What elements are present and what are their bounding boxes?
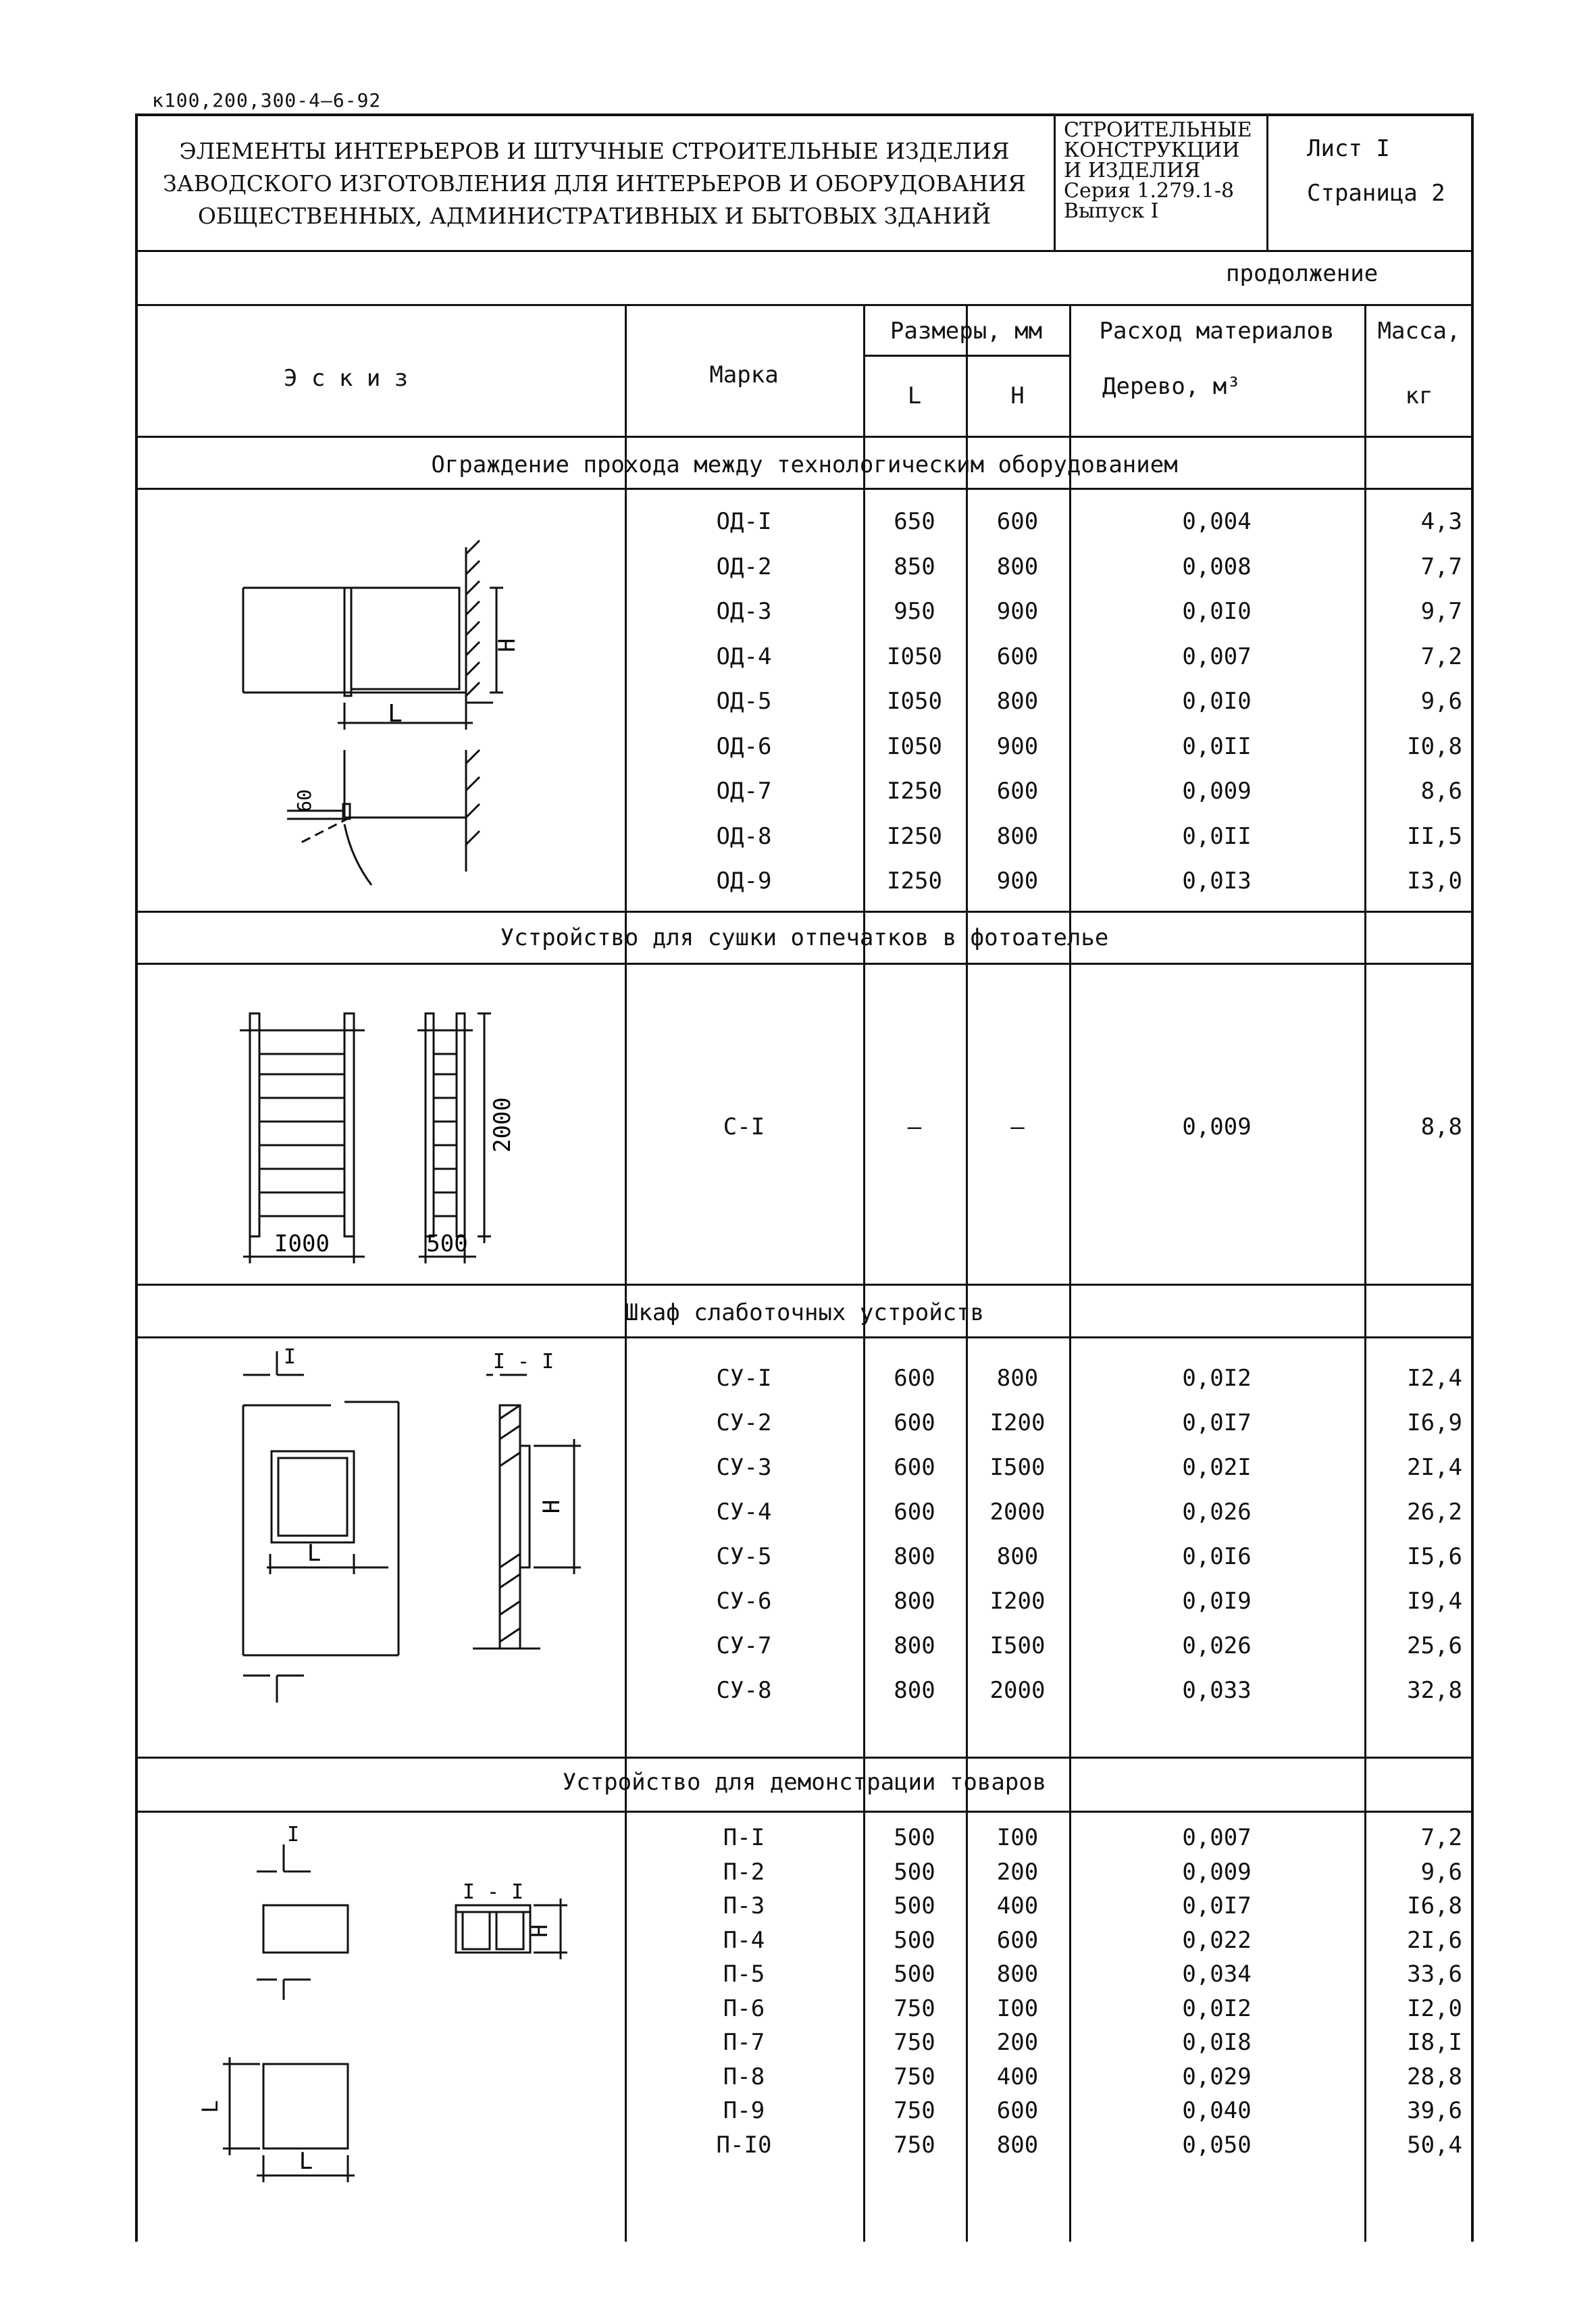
cell-mass: 2I,4 — [1407, 1454, 1462, 1481]
cell-mass: 2I,6 — [1407, 1926, 1462, 1954]
document-title — [155, 135, 1033, 232]
cell-mass: 7,2 — [1420, 643, 1462, 670]
cell-mark: ОД-I — [716, 508, 772, 535]
cell-mark: СУ-4 — [716, 1499, 772, 1526]
cell-mass: 8,8 — [1420, 1113, 1462, 1140]
cell-mass: 9,6 — [1420, 1858, 1462, 1886]
section-line — [135, 963, 1474, 965]
cell-wood: 0,0I9 — [1182, 1588, 1252, 1615]
cell-H: 200 — [996, 1858, 1039, 1886]
cell-wood: 0,040 — [1182, 2097, 1252, 2124]
cell-mark: П-7 — [723, 2029, 765, 2056]
dim-L-bottom: L — [299, 2148, 313, 2175]
dim-500: 500 — [426, 1230, 468, 1257]
dim-H: H — [494, 638, 521, 653]
cell-H: 800 — [996, 822, 1039, 850]
cell-wood: 0,026 — [1182, 1499, 1252, 1526]
section-line — [135, 1336, 1474, 1338]
cell-L: 500 — [894, 1961, 935, 1988]
cell-H: I200 — [989, 1588, 1046, 1615]
section-line — [135, 488, 1474, 490]
series-line-2: КОНСТРУКЦИИ — [1064, 139, 1240, 162]
dim-L-side: L — [197, 2100, 223, 2113]
cell-mass: 9,7 — [1420, 598, 1462, 625]
display-device-sketch — [197, 1823, 594, 2203]
cell-L: 500 — [894, 1824, 935, 1851]
cell-wood: 0,0I6 — [1182, 1543, 1252, 1570]
cell-L: 800 — [894, 1543, 935, 1570]
section-line — [135, 1757, 1474, 1759]
cell-mark: П-6 — [723, 1994, 765, 2022]
dim-1000: I000 — [274, 1230, 330, 1257]
cell-H: I00 — [996, 1994, 1039, 2022]
col-H: H — [1010, 382, 1025, 409]
cell-wood: 0,0II — [1182, 732, 1252, 760]
page-number: Страница 2 — [1307, 180, 1445, 207]
cell-mass: II,5 — [1407, 822, 1462, 850]
continuation-label: продолжение — [1226, 260, 1379, 287]
cell-L: 650 — [894, 508, 935, 535]
cell-wood: 0,008 — [1182, 553, 1252, 580]
drying-rack-sketch — [230, 1000, 540, 1270]
col-sizes: Размеры, мм — [890, 318, 1043, 345]
col-mass: Масса, — [1377, 318, 1461, 345]
cell-L: 600 — [894, 1499, 935, 1526]
header-divider-2 — [1266, 114, 1268, 250]
cell-mass: 50,4 — [1407, 2131, 1462, 2159]
cell-L: 750 — [894, 2029, 935, 2056]
cell-L: 750 — [894, 2063, 935, 2090]
document-code: к100,200,300-4—6-92 — [152, 89, 382, 111]
cell-H: 900 — [996, 732, 1039, 760]
cell-H: 600 — [996, 778, 1039, 805]
cell-mass: 39,6 — [1407, 2097, 1462, 2124]
header-line — [135, 436, 1474, 438]
cell-mass: I0,8 — [1407, 732, 1462, 760]
section-title: Шкаф слаботочных устройств — [624, 1299, 985, 1326]
cell-H: 2000 — [989, 1677, 1046, 1704]
series-line-3: И ИЗДЕЛИЯ — [1064, 159, 1201, 182]
cell-L: 600 — [894, 1365, 935, 1392]
cell-wood: 0,009 — [1182, 778, 1252, 805]
header-divider-1 — [1054, 114, 1056, 250]
cell-wood: 0,0I7 — [1182, 1409, 1252, 1436]
cell-mark: СУ-3 — [716, 1454, 772, 1481]
cell-mass: 7,2 — [1420, 1824, 1462, 1851]
cell-L: I250 — [887, 778, 942, 805]
cell-mass: 33,6 — [1407, 1961, 1462, 1988]
cell-wood: 0,007 — [1182, 1824, 1252, 1851]
title-line-3: ОБЩЕСТВЕННЫХ, АДМИНИСТРАТИВНЫХ И БЫТОВЫХ ЗДАНИЙ — [197, 203, 992, 229]
cell-mark: П-8 — [723, 2063, 765, 2090]
cell-mass: 4,3 — [1420, 508, 1462, 535]
cell-wood: 0,0I0 — [1182, 598, 1252, 625]
col-mark: Марка — [709, 361, 779, 388]
cell-mark: СУ-6 — [716, 1588, 772, 1615]
cell-wood: 0,0I2 — [1182, 1994, 1252, 2022]
col-materials: Расход материалов — [1099, 318, 1335, 345]
cell-L: 800 — [894, 1632, 935, 1659]
cell-wood: 0,007 — [1182, 643, 1252, 670]
barrier-sketch — [223, 534, 534, 892]
cell-mark: П-9 — [723, 2097, 765, 2124]
cell-H: — — [1010, 1113, 1025, 1140]
continuation-line — [135, 304, 1474, 306]
cell-mark: П-5 — [723, 1961, 765, 1988]
cell-H: 800 — [996, 1961, 1039, 1988]
cell-wood: 0,0I2 — [1182, 1365, 1252, 1392]
cell-L: I050 — [887, 643, 942, 670]
sheet-number: Лист I — [1307, 135, 1390, 162]
cell-L: 500 — [894, 1926, 935, 1954]
cell-L: I250 — [887, 867, 942, 895]
title-line-1: ЭЛЕМЕНТЫ ИНТЕРЬЕРОВ И ШТУЧНЫЕ СТРОИТЕЛЬНЫЕ ИЗДЕЛИЯ — [179, 138, 1010, 164]
cell-L: I050 — [887, 688, 942, 715]
cell-wood: 0,0II — [1182, 822, 1252, 850]
cell-wood: 0,004 — [1182, 508, 1252, 535]
cell-L: 850 — [894, 553, 935, 580]
cell-mark: СУ-8 — [716, 1677, 772, 1704]
cell-H: 800 — [996, 1365, 1039, 1392]
cell-H: I200 — [989, 1409, 1046, 1436]
cell-L: 750 — [894, 2097, 935, 2124]
cell-H: 200 — [996, 2029, 1039, 2056]
section-cut-label: I - I — [462, 1880, 524, 1904]
cell-H: 800 — [996, 688, 1039, 715]
cell-L: 800 — [894, 1677, 935, 1704]
cell-L: 600 — [894, 1409, 935, 1436]
section-title: Устройство для демонстрации товаров — [562, 1769, 1047, 1796]
series-line-1: СТРОИТЕЛЬНЫЕ — [1064, 118, 1252, 142]
cell-wood: 0,009 — [1182, 1858, 1252, 1886]
cell-mark: ОД-4 — [716, 643, 772, 670]
title-line-2: ЗАВОДСКОГО ИЗГОТОВЛЕНИЯ ДЛЯ ИНТЕРЬЕРОВ И ОБОРУДОВАНИЯ — [163, 170, 1026, 197]
dim-60: 60 — [293, 789, 315, 812]
col-wood: Дерево, м³ — [1102, 373, 1241, 400]
col-sketch: Э с к и з — [284, 365, 409, 392]
series-line-4: Серия 1.279.1-8 — [1064, 179, 1235, 203]
cell-wood: 0,0I0 — [1182, 688, 1252, 715]
cell-mark: ОД-7 — [716, 778, 772, 805]
cell-L: 600 — [894, 1454, 935, 1481]
cell-mass: 32,8 — [1407, 1677, 1462, 1704]
cell-L: I250 — [887, 822, 942, 850]
cell-H: 800 — [996, 2131, 1039, 2159]
cell-mark: ОД-2 — [716, 553, 772, 580]
dim-L: L — [307, 1540, 321, 1567]
section-title: Устройство для сушки отпечатков в фотоателье — [500, 924, 1109, 951]
section-line — [135, 911, 1474, 913]
cell-mark: П-2 — [723, 1858, 765, 1886]
cell-mass: I8,I — [1407, 2029, 1462, 2056]
cell-mark: П-4 — [723, 1926, 765, 1954]
cell-mass: I3,0 — [1407, 867, 1462, 895]
series-line-5: Выпуск I — [1064, 199, 1159, 223]
cell-mass: 9,6 — [1420, 688, 1462, 715]
cut-mark: I — [287, 1823, 300, 1846]
cell-L: 950 — [894, 598, 935, 625]
cell-mass: 25,6 — [1407, 1632, 1462, 1659]
cell-mass: I9,4 — [1407, 1588, 1462, 1615]
section-line — [135, 1811, 1474, 1813]
cell-L: 750 — [894, 2131, 935, 2159]
cell-mark: СУ-7 — [716, 1632, 772, 1659]
cell-mark: СУ-I — [716, 1365, 772, 1392]
cell-L: 750 — [894, 1994, 935, 2022]
cell-mark: П-I — [723, 1824, 765, 1851]
cell-mass: 8,6 — [1420, 778, 1462, 805]
cell-mark: ОД-9 — [716, 867, 772, 895]
cell-wood: 0,0I7 — [1182, 1892, 1252, 1919]
cell-mass: I6,9 — [1407, 1409, 1462, 1436]
dim-L: L — [388, 700, 403, 728]
cell-H: 900 — [996, 598, 1039, 625]
cell-H: 800 — [996, 1543, 1039, 1570]
cell-H: 600 — [996, 643, 1039, 670]
col-mass-unit: кг — [1405, 382, 1433, 409]
cell-wood: 0,026 — [1182, 1632, 1252, 1659]
cell-mass: I2,4 — [1407, 1365, 1462, 1392]
cell-mass: I5,6 — [1407, 1543, 1462, 1570]
cell-L: 500 — [894, 1892, 935, 1919]
cell-wood: 0,033 — [1182, 1677, 1252, 1704]
cell-L: — — [907, 1113, 922, 1140]
cell-wood: 0,022 — [1182, 1926, 1252, 1954]
section-line — [135, 1284, 1474, 1286]
dim-H: H — [538, 1499, 565, 1514]
sizes-subheader-line — [863, 355, 1069, 357]
cell-mass: 7,7 — [1420, 553, 1462, 580]
series-box — [1064, 120, 1252, 222]
cell-mark: С-I — [723, 1113, 765, 1140]
cell-wood: 0,0I8 — [1182, 2029, 1252, 2056]
cell-H: 400 — [996, 2063, 1039, 2090]
dim-H: H — [527, 1924, 552, 1938]
cell-wood: 0,0I3 — [1182, 867, 1252, 895]
cell-mark: ОД-6 — [716, 732, 772, 760]
cell-wood: 0,050 — [1182, 2131, 1252, 2159]
cell-H: 600 — [996, 1926, 1039, 1954]
cell-H: I500 — [989, 1454, 1046, 1481]
cell-H: 400 — [996, 1892, 1039, 1919]
cell-H: 600 — [996, 508, 1039, 535]
cell-mass: I6,8 — [1407, 1892, 1462, 1919]
cell-H: 800 — [996, 553, 1039, 580]
section-cut-label: I - I — [492, 1350, 555, 1374]
cell-mass: 26,2 — [1407, 1499, 1462, 1526]
cell-H: 600 — [996, 2097, 1039, 2124]
cell-mark: ОД-8 — [716, 822, 772, 850]
cabinet-sketch — [230, 1344, 608, 1723]
cell-mark: П-I0 — [716, 2131, 772, 2159]
cell-H: 2000 — [989, 1499, 1046, 1526]
cell-wood: 0,029 — [1182, 2063, 1252, 2090]
cell-wood: 0,02I — [1182, 1454, 1252, 1481]
cell-mark: СУ-5 — [716, 1543, 772, 1570]
cell-wood: 0,009 — [1182, 1113, 1252, 1140]
cell-mark: СУ-2 — [716, 1409, 772, 1436]
cell-L: 800 — [894, 1588, 935, 1615]
section-title: Ограждение прохода между технологическим оборудованием — [431, 451, 1178, 478]
cell-mark: ОД-5 — [716, 688, 772, 715]
cell-L: 500 — [894, 1858, 935, 1886]
cell-H: 900 — [996, 867, 1039, 895]
header-bottom-line — [135, 250, 1474, 252]
col-L: L — [907, 382, 922, 409]
cell-H: I00 — [996, 1824, 1039, 1851]
cell-L: I050 — [887, 732, 942, 760]
cell-mass: I2,0 — [1407, 1994, 1462, 2022]
cell-mass: 28,8 — [1407, 2063, 1462, 2090]
cell-mark: ОД-3 — [716, 598, 772, 625]
cut-mark: I — [284, 1345, 297, 1369]
cell-H: I500 — [989, 1632, 1046, 1659]
cell-mark: П-3 — [723, 1892, 765, 1919]
dim-2000: 2000 — [489, 1097, 516, 1153]
cell-wood: 0,034 — [1182, 1961, 1252, 1988]
